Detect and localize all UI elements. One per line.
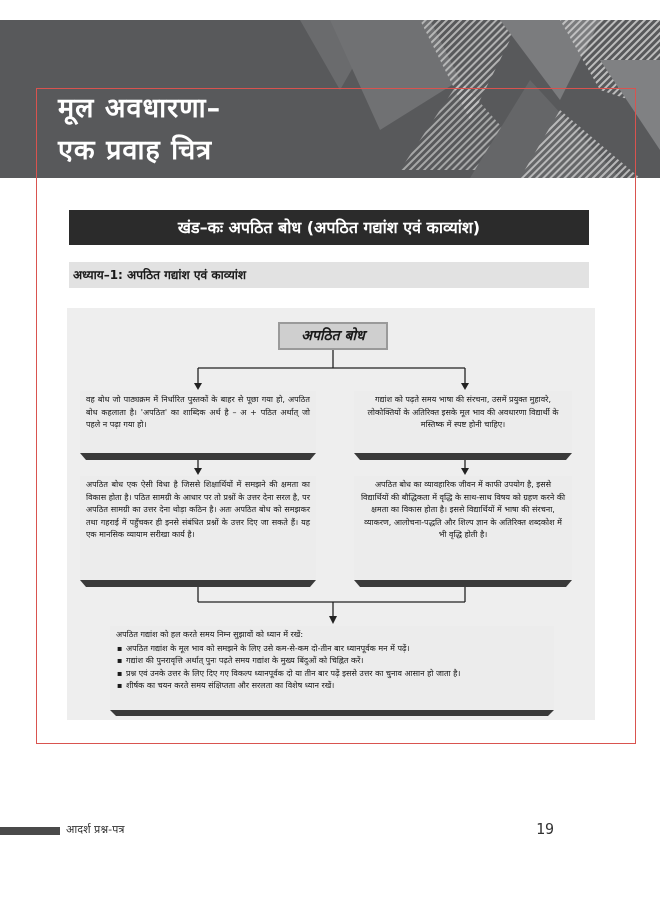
flow-box-practical-use-text: अपठित बोध का व्यावहारिक जीवन में काफी उपयोग है, इससे विद्यार्थियों की बौद्धिकता में वृद्धि के साथ-साथ विषय को ग्रहण करने की क्षमता का विकास होता है। इससे विद्यार्थियों में भाषा की संरचना, व्याकरण, आलोचना-पद्धति और शिल्प ज्ञान के अतिरिक्त शब्दकोश में भी वृद्धि होती है। [360,480,566,539]
tips-item: ▪ गद्यांश की पुनरावृत्ति अर्थात् पुनः पढ़ते समय गद्यांश के मुख्य बिंदुओं को चिह्नित करें। [126,655,548,668]
page-number: 19 [536,820,555,838]
tips-item: ▪ शीर्षक का चयन करते समय संक्षिप्तता और सरलता का विशेष ध्यान रखें। [126,680,548,693]
chapter-heading: अध्याय–1: अपठित गद्यांश एवं काव्यांश [69,262,589,288]
tips-intro: अपठित गद्यांश को हल करते समय निम्न सुझावों को ध्यान में रखें: [116,630,304,639]
title-line-1: मूल अवधारणा– [58,93,222,124]
footer-bar [0,827,60,835]
footer-book-title: आदर्श प्रश्न-पत्र [66,823,125,836]
section-heading: खंड–कः अपठित बोध (अपठित गद्यांश एवं काव्यांश) [69,210,589,245]
tips-item: ▪ प्रश्न एवं उनके उत्तर के लिए दिए गए विकल्प ध्यानपूर्वक दो या तीन बार पढ़ें इससे उत्तर का चुनाव आसान हो जाता है। [126,668,548,681]
tips-item: ▪ अपठित गद्यांश के मूल भाव को समझने के लिए उसे कम-से-कम दो-तीन बार ध्यानपूर्वक मन में पढ़ें। [126,643,548,656]
flow-box-definition-text: वह बोध जो पाठ्यक्रम में निर्धारित पुस्तकों के बाहर से पूछा गया हो, अपठित बोध कहलाता है। 'अपठित' का शाब्दिक अर्थ है – अ + पठित अर्थात् जो पहले न पढ़ा गया हो। [86,395,310,429]
title-line-2: एक प्रवाह चित्र [58,135,213,166]
flow-box-skill-development-text: अपठित बोध एक ऐसी विधा है जिससे शिक्षार्थियों में समझने की क्षमता का विकास होता है। पठित सामग्री के आधार पर तो प्रश्नों के उत्तर देना सरल है, पर अपठित सामग्री का उत्तर देना थोड़ा कठिन है। अतः अपठित बोध को समझकर तथा गहराई में पहुँचकर ही इनसे संबंधित प्रश्नों के उत्तर दिए जा सकते हैं। यह एक मानसिक व्यायाम सरीखा कार्य है। [86,480,310,539]
flowchart-root-node: अपठित बोध [278,322,388,350]
flow-box-language-structure-text: गद्यांश को पढ़ते समय भाषा की संरचना, उसमें प्रयुक्त मुहावरे, लोकोक्तियों के अतिरिक्त इसके मूल भाव की अवधारणा विद्यार्थी के मस्तिष्क में स्पष्ट होनी चाहिए। [367,395,559,429]
